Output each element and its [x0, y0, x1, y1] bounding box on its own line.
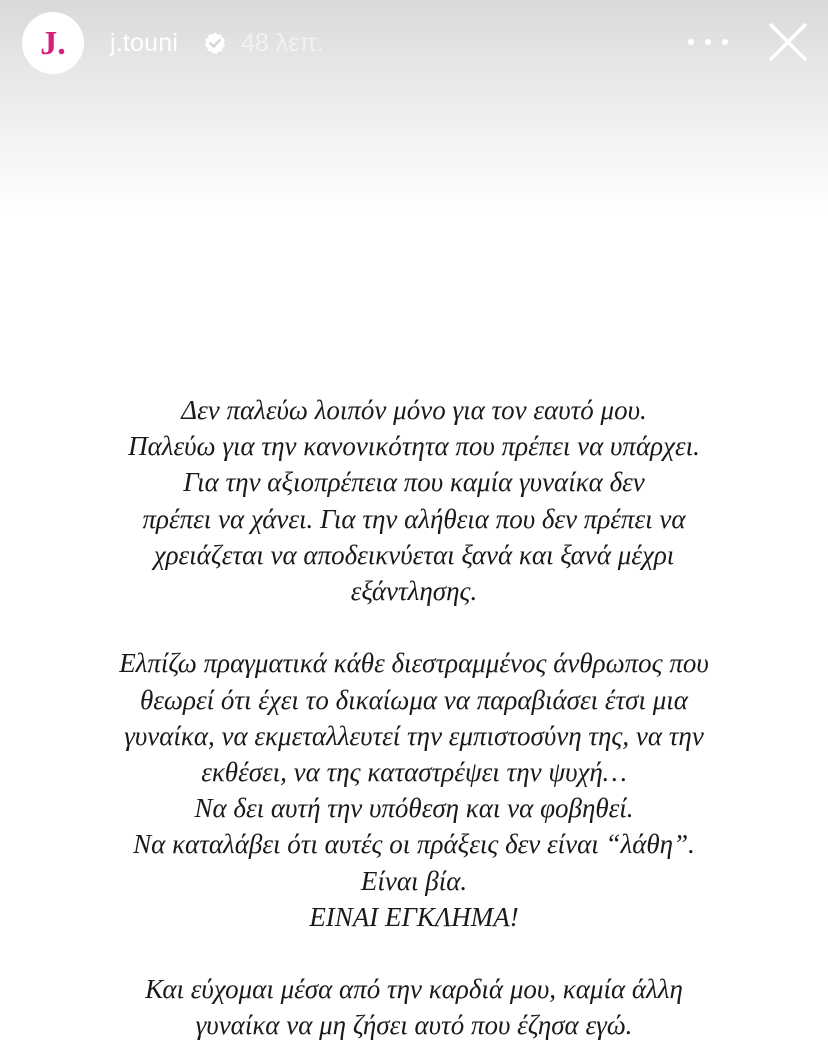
text-line: Ελπίζω πραγματικά κάθε διεστραμμένος άνθρωπος που [119, 648, 709, 679]
close-icon[interactable] [766, 20, 810, 64]
more-options-icon [722, 39, 728, 45]
text-line: εκθέσει, να της καταστρέψει την ψυχή… [201, 757, 627, 788]
more-options-button[interactable] [688, 26, 728, 58]
more-options-icon [688, 39, 694, 45]
more-options-icon [705, 39, 711, 45]
avatar[interactable] [22, 12, 84, 74]
text-line: γυναίκα, να εκμεταλλευτεί την εμπιστοσύνη της, να την [124, 720, 704, 751]
text-line: Παλεύω για την κανονικότητα που πρέπει να υπάρχει. [128, 431, 700, 462]
story-header [0, 0, 828, 90]
text-line: Να καταλάβει ότι αυτές οι πράξεις δεν είναι “λάθη”. [133, 829, 695, 860]
text-line: ΕΙΝΑΙ ΕΓΚΛΗΜΑ! [309, 901, 519, 932]
text-line: Να δει αυτή την υπόθεση και να φοβηθεί. [194, 793, 634, 824]
story-text [0, 392, 828, 1043]
avatar-logo: J. [40, 25, 66, 62]
story-timestamp: 48 λεπ. [241, 29, 324, 57]
text-line: Είναι βία. [360, 865, 468, 896]
text-line: Για την αξιοπρέπεια που καμία γυναίκα δεν [183, 467, 645, 498]
paragraph-spacer [0, 935, 828, 971]
paragraph-spacer [0, 609, 828, 645]
text-line: χρειάζεται να αποδεικνύεται ξανά και ξανά μέχρι [153, 539, 675, 570]
text-line: Δεν παλεύω λοιπόν μόνο για τον εαυτό μου. [181, 395, 647, 425]
verified-badge-icon [203, 31, 227, 55]
text-line: εξάντλησης. [350, 576, 478, 607]
text-line: γυναίκα να μη ζήσει αυτό που έζησα εγώ. [195, 1010, 633, 1041]
text-line: Και εύχομαι μέσα από την καρδιά μου, καμία άλλη [145, 974, 683, 1005]
paragraph-2 [0, 645, 828, 935]
username[interactable]: j.touni [110, 29, 179, 57]
paragraph-1 [0, 392, 828, 609]
text-line: πρέπει να χάνει. Για την αλήθεια που δεν πρέπει να [142, 503, 686, 534]
paragraph-3 [0, 971, 828, 1043]
text-line: θεωρεί ότι έχει το δικαίωμα να παραβιάσει έτσι μια [140, 684, 688, 715]
